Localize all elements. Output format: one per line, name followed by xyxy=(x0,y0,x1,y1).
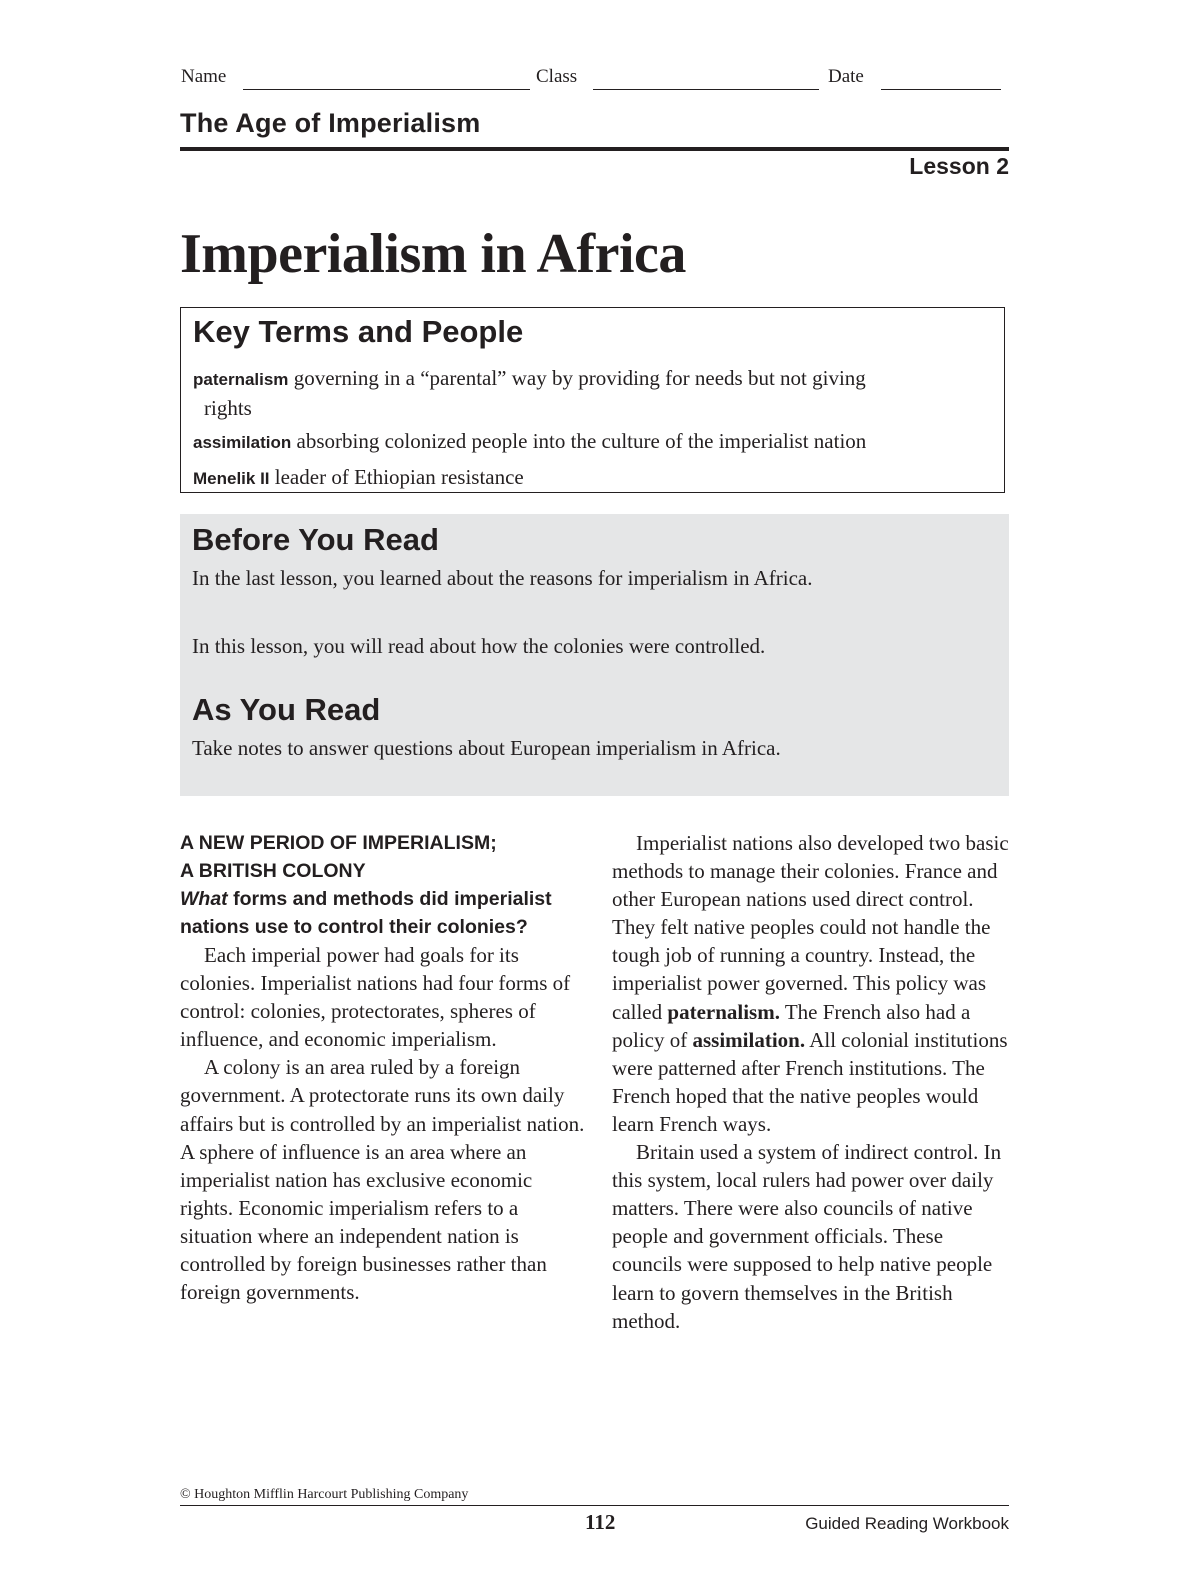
name-field[interactable] xyxy=(243,89,530,90)
right-p1-text-b: The French also had a policy of xyxy=(612,999,971,1052)
section-heading-line2: A BRITISH COLONY xyxy=(180,860,366,882)
footer-rule xyxy=(180,1505,1009,1506)
term-name: Menelik II xyxy=(193,469,270,488)
key-terms-heading: Key Terms and People xyxy=(193,314,524,349)
term-paternalism xyxy=(193,364,993,422)
guiding-question xyxy=(180,885,585,941)
before-you-read-p2: In this lesson, you will read about how the colonies were controlled. xyxy=(192,634,766,658)
right-paragraph-1 xyxy=(612,829,1012,1138)
copyright: © Houghton Mifflin Harcourt Publishing Company xyxy=(180,1487,469,1502)
term-definition-cont: rights xyxy=(204,396,252,420)
right-p1-text-a: Imperialist nations also developed two basic methods to manage their colonies. France and other European nations used direct control. They felt native peoples could not handle the tough job of running a country. Instead, the imperialist power governed. This policy was called xyxy=(612,831,1009,1024)
term-definition: leader of Ethiopian resistance xyxy=(274,465,524,489)
class-field[interactable] xyxy=(593,89,819,90)
right-column xyxy=(612,829,1012,1335)
lesson-label: Lesson 2 xyxy=(909,153,1009,179)
term-menelik xyxy=(193,463,993,493)
question-what: What xyxy=(180,888,228,910)
term-name: assimilation xyxy=(193,433,292,452)
term-name: paternalism xyxy=(193,370,289,389)
question-rest: forms and methods did imperialist nations use to control their colonies? xyxy=(180,888,552,938)
page-title: Imperialism in Africa xyxy=(180,223,686,285)
before-you-read-heading: Before You Read xyxy=(192,522,439,557)
as-you-read-p1: Take notes to answer questions about European imperialism in Africa. xyxy=(192,736,781,760)
term-definition: governing in a “parental” way by providing for needs but not giving xyxy=(293,366,866,390)
header-rule xyxy=(180,147,1009,151)
name-label: Name xyxy=(181,66,227,87)
date-label: Date xyxy=(828,66,864,87)
unit-title: The Age of Imperialism xyxy=(180,108,481,138)
left-paragraph-2: A colony is an area ruled by a foreign government. A protectorate runs its own daily affairs but is controlled by an imperialist nation. A sphere of influence is an area where an imperialist nation has exclusive economic rights. Economic imperialism refers to a situation where an independent nation is controlled by foreign businesses rather than foreign governments. xyxy=(180,1055,585,1305)
workbook-label: Guided Reading Workbook xyxy=(805,1514,1009,1533)
reading-guide-box xyxy=(180,514,1009,796)
name-class-date-row xyxy=(181,66,1009,94)
term-assimilation xyxy=(193,427,993,457)
as-you-read-heading: As You Read xyxy=(192,692,381,727)
left-paragraph-1: Each imperial power had goals for its colonies. Imperialist nations had four forms of control: colonies, protectorates, spheres of influence, and economic imperialism. xyxy=(180,943,571,1052)
before-you-read-p1: In the last lesson, you learned about the reasons for imperialism in Africa. xyxy=(192,566,813,590)
key-terms-box xyxy=(180,307,1005,493)
section-heading-line1: A NEW PERIOD OF IMPERIALISM; xyxy=(180,832,497,854)
page-number: 112 xyxy=(585,1510,616,1534)
right-paragraph-2: Britain used a system of indirect control. In this system, local rulers had power over daily matters. There were also councils of native people and government officials. These councils were supposed to help native people learn to govern themselves in the British method. xyxy=(612,1140,1002,1333)
section-heading xyxy=(180,829,585,885)
bold-term-assimilation: assimilation. xyxy=(692,1027,806,1052)
term-definition: absorbing colonized people into the culture of the imperialist nation xyxy=(296,429,867,453)
bold-term-paternalism: paternalism. xyxy=(667,999,780,1024)
class-label: Class xyxy=(536,66,578,87)
date-field[interactable] xyxy=(881,89,1001,90)
left-column xyxy=(180,829,585,1306)
right-p1-text-c: All colonial institutions were patterned after French institutions. The French hoped that the native peoples would learn French ways. xyxy=(612,1027,1008,1136)
